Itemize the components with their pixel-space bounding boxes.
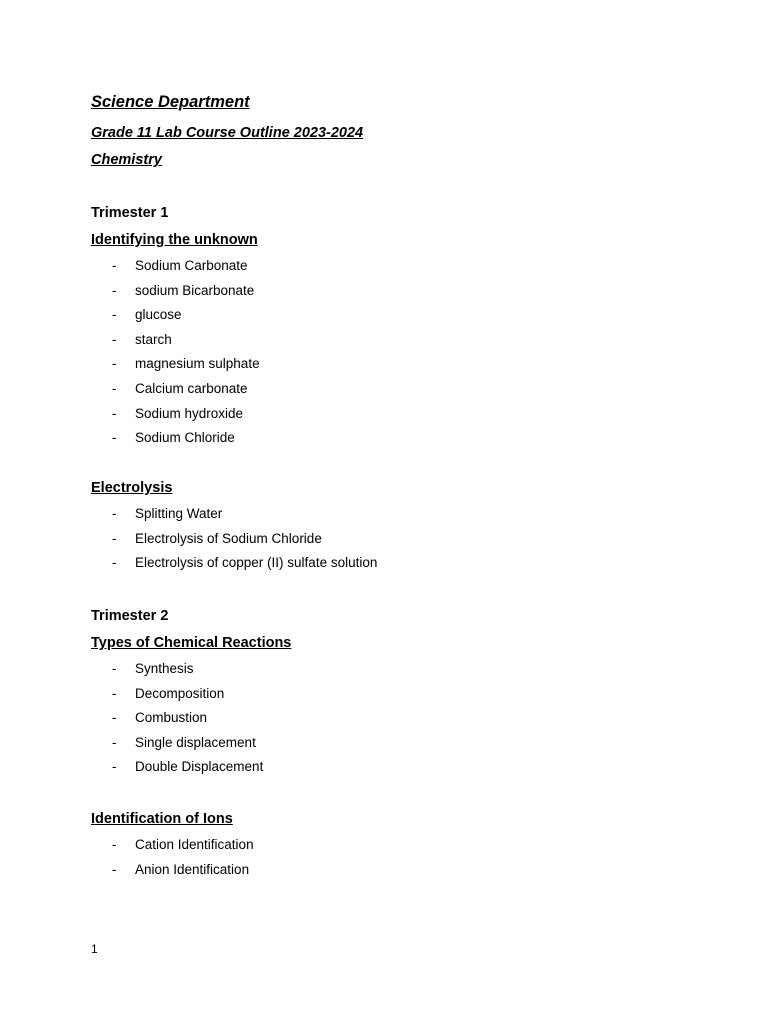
list-item-text: Double Displacement — [135, 759, 264, 775]
bullet-dash: - — [112, 759, 117, 775]
bullet-dash: - — [112, 282, 117, 298]
department-title: Science Department — [91, 93, 250, 111]
bullet-dash: - — [112, 405, 117, 421]
list-item-text: starch — [135, 331, 172, 347]
list-item-text: Synthesis — [135, 661, 194, 676]
list-item-text: glucose — [135, 307, 182, 323]
bullet-dash: - — [112, 307, 117, 323]
bullet-dash: - — [112, 331, 117, 347]
bullet-dash: - — [112, 258, 117, 273]
list-item-text: Cation Identification — [135, 837, 254, 852]
list-item-text: Electrolysis of copper (II) sulfate solution — [135, 555, 378, 571]
bullet-dash: - — [112, 861, 117, 877]
subject-title: Chemistry — [91, 152, 162, 168]
list-item-text: Electrolysis of Sodium Chloride — [135, 530, 322, 546]
list-item-text: Sodium Carbonate — [135, 258, 248, 273]
list-item-text: Sodium hydroxide — [135, 405, 244, 421]
bullet-dash: - — [112, 734, 117, 750]
trimester-1-label: Trimester 1 — [91, 205, 169, 221]
section-heading-electrolysis: Electrolysis — [91, 480, 173, 496]
bullet-dash: - — [112, 506, 117, 521]
bullet-dash: - — [112, 837, 117, 852]
section-heading-chemical-reactions: Types of Chemical Reactions — [91, 635, 292, 651]
page-number: 1 — [91, 942, 98, 956]
bullet-dash: - — [112, 661, 117, 676]
list-item-text: magnesium sulphate — [135, 356, 260, 372]
bullet-dash: - — [112, 356, 117, 372]
course-outline-title: Grade 11 Lab Course Outline 2023-2024 — [91, 125, 364, 141]
section-heading-identifying-unknown: Identifying the unknown — [91, 232, 258, 248]
list-item-text: Anion Identification — [135, 861, 250, 877]
section-heading-identification-of-ions: Identification of Ions — [91, 811, 233, 827]
bullet-dash: - — [112, 555, 117, 571]
list-item-text: Single displacement — [135, 734, 256, 750]
list-item-text: Splitting Water — [135, 506, 223, 521]
trimester-2-label: Trimester 2 — [91, 608, 169, 624]
list-item-text: Calcium carbonate — [135, 380, 248, 396]
list-item-text: Decomposition — [135, 685, 225, 701]
bullet-dash: - — [112, 530, 117, 546]
bullet-dash: - — [112, 380, 117, 396]
bullet-dash: - — [112, 430, 117, 446]
list-item-text: sodium Bicarbonate — [135, 282, 255, 298]
list-item-text: Sodium Chloride — [135, 430, 235, 446]
list-item-text: Combustion — [135, 710, 208, 726]
bullet-dash: - — [112, 685, 117, 701]
bullet-dash: - — [112, 710, 117, 726]
